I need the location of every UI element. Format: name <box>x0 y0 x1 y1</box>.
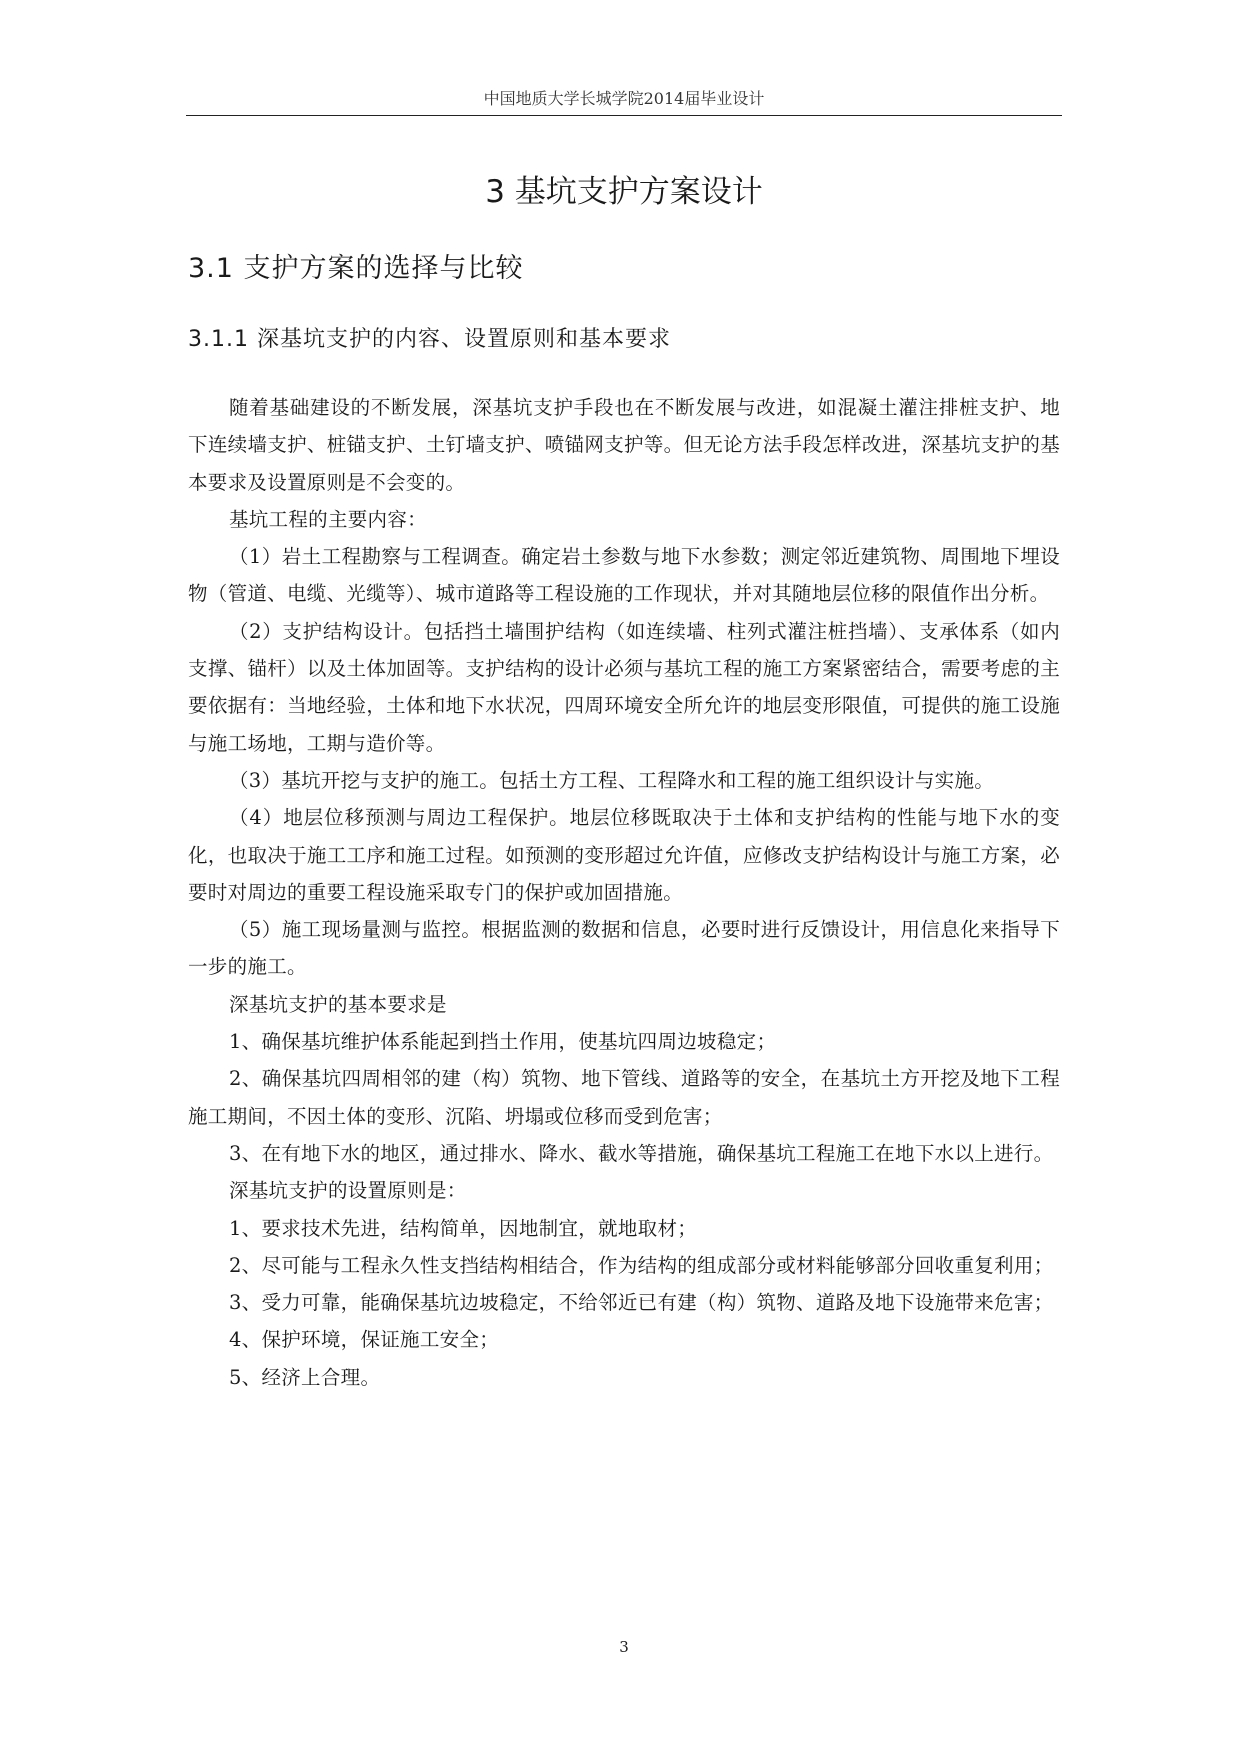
paragraph-item-1: （1）岩土工程勘察与工程调查。确定岩土参数与地下水参数；测定邻近建筑物、周围地下埋设物（管道、电缆、光缆等）、城市道路等工程设施的工作现状，并对其随地层位移的限值作出分析。 <box>188 545 1060 606</box>
paragraph-intro: 随着基础建设的不断发展，深基坑支护手段也在不断发展与改进，如混凝土灌注排桩支护、地下连续墙支护、桩锚支护、土钉墙支护、喷锚网支护等。但无论方法手段怎样改进，深基坑支护的基本要求及设置原则是不会变的。 <box>188 396 1060 494</box>
section-title: 3.1 支护方案的选择与比较 <box>188 253 524 284</box>
paragraph-requirement-3: 3、在有地下水的地区，通过排水、降水、截水等措施，确保基坑工程施工在地下水以上进行。 <box>228 1141 1054 1165</box>
paragraph-item-4: （4）地层位移预测与周边工程保护。地层位移既取决于土体和支护结构的性能与地下水的变化，也取决于施工工序和施工过程。如预测的变形超过允许值，应修改支护结构设计与施工方案，必要时对周边的重要工程设施采取专门的保护或加固措施。 <box>188 806 1060 904</box>
paragraph-requirement-2: 2、确保基坑四周相邻的建（构）筑物、地下管线、道路等的安全，在基坑土方开挖及地下工程施工期间，不因土体的变形、沉陷、坍塌或位移而受到危害； <box>188 1067 1060 1128</box>
paragraph-requirements-heading: 深基坑支护的基本要求是 <box>228 992 447 1016</box>
paragraph-item-3: （3）基坑开挖与支护的施工。包括土方工程、工程降水和工程的施工组织设计与实施。 <box>228 768 995 792</box>
page-header: 中国地质大学长城学院2014届毕业设计 <box>483 89 765 108</box>
paragraph-principle-1: 1、要求技术先进，结构简单，因地制宜，就地取材； <box>228 1216 698 1240</box>
page-number: 3 <box>619 1638 629 1656</box>
subsection-title: 3.1.1 深基坑支护的内容、设置原则和基本要求 <box>188 327 671 352</box>
paragraph-principles-heading: 深基坑支护的设置原则是： <box>228 1179 467 1203</box>
paragraph-item-5: （5）施工现场量测与监控。根据监测的数据和信息，必要时进行反馈设计，用信息化来指导下一步的施工。 <box>188 918 1060 979</box>
paragraph-principle-4: 4、保护环境，保证施工安全； <box>228 1328 500 1352</box>
paragraph-principle-5: 5、经济上合理。 <box>228 1365 381 1389</box>
chapter-title: 3 基坑支护方案设计 <box>485 174 763 210</box>
body-text <box>188 389 1060 1396</box>
paragraph-principle-3: 3、受力可靠，能确保基坑边坡稳定，不给邻近已有建（构）筑物、道路及地下设施带来危害； <box>228 1291 1054 1315</box>
header-rule <box>186 115 1062 116</box>
paragraph-principle-2: 2、尽可能与工程永久性支挡结构相结合，作为结构的组成部分或材料能够部分回收重复利用； <box>228 1253 1054 1277</box>
paragraph-requirement-1: 1、确保基坑维护体系能起到挡土作用，使基坑四周边坡稳定； <box>228 1030 777 1054</box>
paragraph-main-contents-heading: 基坑工程的主要内容： <box>228 507 427 531</box>
paragraph-item-2: （2）支护结构设计。包括挡土墙围护结构（如连续墙、柱列式灌注桩挡墙）、支承体系（如内支撑、锚杆）以及土体加固等。支护结构的设计必须与基坑工程的施工方案紧密结合，需要考虑的主要依据有：当地经验，土体和地下水状况，四周环境安全所允许的地层变形限值，可提供的施工设施与施工场地，工期与造价等。 <box>188 619 1060 755</box>
